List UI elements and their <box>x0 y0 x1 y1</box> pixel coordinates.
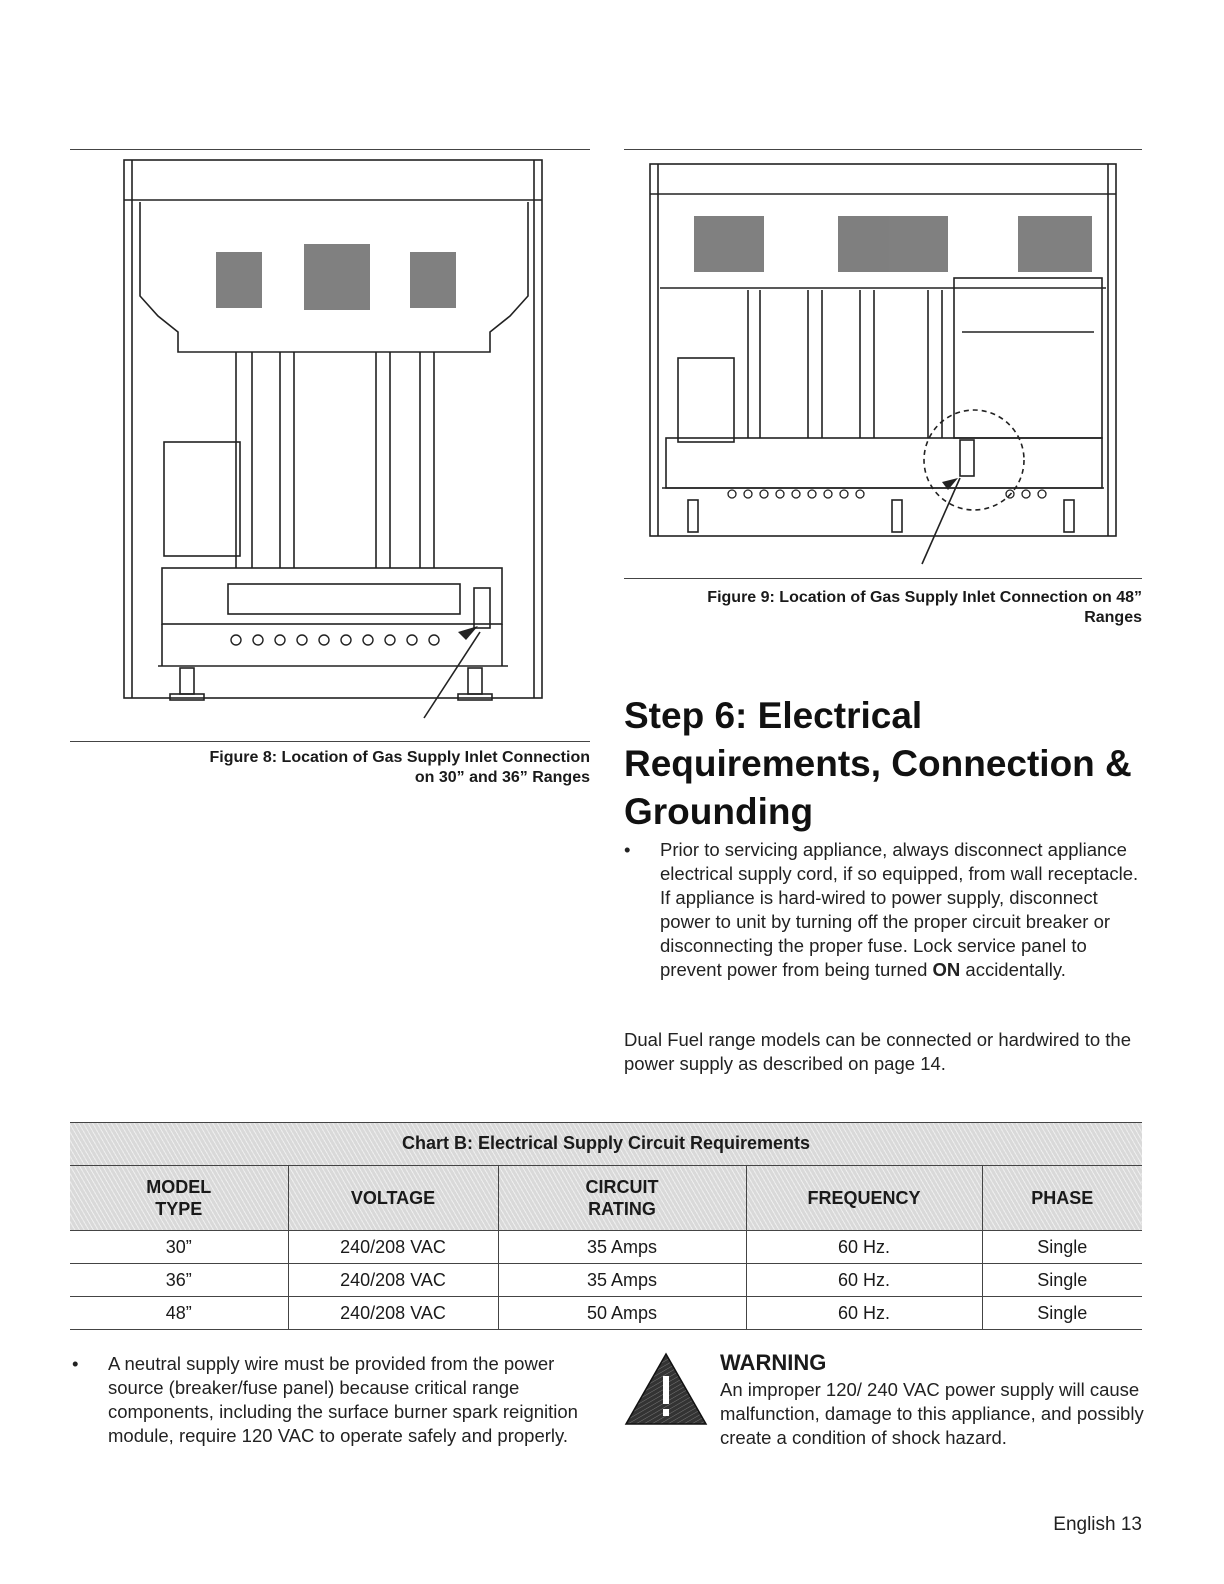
dual-fuel-paragraph: Dual Fuel range models can be connected or hardwired to the power supply as described on page 14. <box>624 1029 1131 1074</box>
servicing-text-part1: Prior to servicing appliance, always disconnect appliance electrical supply cord, if so equipped, from wall receptacle. If appliance is hard-wired to power supply, disconnect power to unit by turning off the proper circuit breaker or disconnecting the proper fuse. Lock service panel to prevent power from being turned <box>660 839 1139 980</box>
figure9-bottom-rule <box>624 578 1142 579</box>
cell-frequency: 60 Hz. <box>746 1297 982 1330</box>
chart-b-electrical-requirements <box>70 1122 1142 1330</box>
bullet-marker: • <box>624 839 631 860</box>
cell-phase: Single <box>982 1231 1142 1264</box>
table-row <box>70 1264 1142 1297</box>
chart-title: Chart B: Electrical Supply Circuit Requirements <box>70 1122 1142 1165</box>
col-header-circuit-rating-text: CIRCUIT RATING <box>585 1177 659 1219</box>
bullet-marker: • <box>72 1353 79 1374</box>
cell-phase: Single <box>982 1264 1142 1297</box>
figure8-range-rear-diagram <box>118 156 548 722</box>
step-6-heading: Step 6: Electrical Requirements, Connection & Grounding <box>624 695 1132 832</box>
warning-text: An improper 120/ 240 VAC power supply will cause malfunction, damage to this appliance, and possibly create a condition of shock hazard. <box>720 1379 1144 1448</box>
cell-model: 30” <box>70 1231 288 1264</box>
neutral-wire-bullet <box>72 1352 592 1448</box>
neutral-wire-bullet-text: A neutral supply wire must be provided from the power source (breaker/fuse panel) because critical range components, including the surface burner spark reignition module, require 120 VAC to operate safely and properly. <box>108 1353 578 1446</box>
figure8-caption-line2: on 30” and 36” Ranges <box>414 769 590 786</box>
col-header-phase: PHASE <box>982 1166 1142 1231</box>
cell-model: 48” <box>70 1297 288 1330</box>
warning-triangle-icon <box>624 1352 708 1426</box>
figure9-caption <box>624 588 1142 628</box>
cell-phase: Single <box>982 1297 1142 1330</box>
col-header-circuit-rating <box>498 1166 746 1231</box>
figure8-caption <box>70 748 590 788</box>
servicing-bullet <box>624 838 1144 982</box>
servicing-bullet-text <box>660 838 1144 982</box>
warning-heading: WARNING <box>720 1350 827 1375</box>
col-header-frequency: FREQUENCY <box>746 1166 982 1231</box>
cell-model: 36” <box>70 1264 288 1297</box>
table-header-row <box>70 1166 1142 1231</box>
cell-voltage: 240/208 VAC <box>288 1231 498 1264</box>
cell-circuit-rating: 35 Amps <box>498 1264 746 1297</box>
col-header-model-type-text: MODEL TYPE <box>146 1177 212 1219</box>
page-number: English 13 <box>1053 1514 1142 1535</box>
figure8-caption-line1: Figure 8: Location of Gas Supply Inlet Connection <box>209 749 590 766</box>
cell-voltage: 240/208 VAC <box>288 1297 498 1330</box>
figure8-top-rule <box>70 149 590 150</box>
requirements-table <box>70 1165 1142 1330</box>
servicing-text-part2: accidentally. <box>960 959 1066 980</box>
figure9-top-rule <box>624 149 1142 150</box>
table-row <box>70 1231 1142 1264</box>
cell-circuit-rating: 35 Amps <box>498 1231 746 1264</box>
col-header-voltage: VOLTAGE <box>288 1166 498 1231</box>
figure9-range-rear-diagram <box>646 160 1120 570</box>
col-header-model-type <box>70 1166 288 1231</box>
figure9-caption-line2: Ranges <box>1084 609 1142 626</box>
cell-circuit-rating: 50 Amps <box>498 1297 746 1330</box>
cell-frequency: 60 Hz. <box>746 1264 982 1297</box>
cell-frequency: 60 Hz. <box>746 1231 982 1264</box>
table-row <box>70 1297 1142 1330</box>
figure9-caption-line1: Figure 9: Location of Gas Supply Inlet Connection on 48” <box>707 589 1142 606</box>
cell-voltage: 240/208 VAC <box>288 1264 498 1297</box>
on-emphasis: ON <box>932 959 961 980</box>
figure8-bottom-rule <box>70 741 590 742</box>
